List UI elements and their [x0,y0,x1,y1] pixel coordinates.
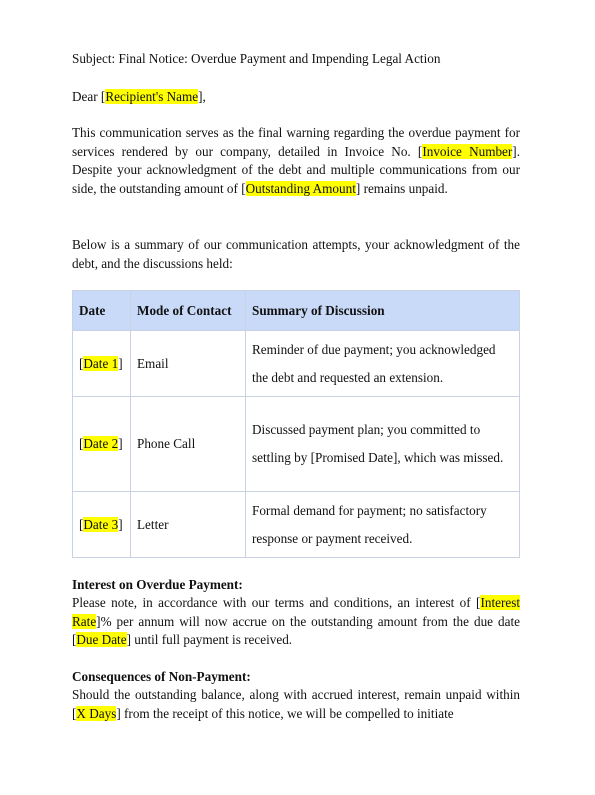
due-date-placeholder: Due Date [76,632,127,647]
interest-paragraph [72,594,520,650]
mode-cell: Letter [131,492,246,558]
table-header-row [73,291,520,331]
outstanding-amount-placeholder: Outstanding Amount [245,180,356,196]
date-placeholder: Date 3 [83,516,119,532]
greeting-suffix: ], [198,89,206,104]
summary-cell: Reminder of due payment; you acknowledged the debt and requested an extension. [246,331,520,397]
greeting [72,88,520,107]
table-row [73,331,520,397]
date-cell: [Date 3] [73,492,131,558]
interest-text-1: Please note, in accordance with our terms and conditions, an interest of [ [72,595,481,610]
table-row [73,397,520,492]
intro-text-3: ] remains unpaid. [355,180,448,196]
header-summary: Summary of Discussion [246,291,520,331]
interest-heading: Interest on Overdue Payment: [72,577,243,592]
greeting-prefix: Dear [ [72,89,106,104]
intro-text-2: ]. Despite your acknowledgment of the debt and multiple communications from our side, the outstanding amount of [ [72,143,520,196]
mode-cell: Phone Call [131,397,246,492]
summary-cell: Formal demand for payment; no satisfactory response or payment received. [246,492,520,558]
interest-text-2: ]% per annum will now accrue on the outstanding amount from the due date [ [72,613,520,647]
date-placeholder: Date 1 [83,355,119,371]
interest-rate-placeholder: Interest Rate [72,595,520,629]
date-placeholder: Date 2 [83,436,119,451]
recipient-name-placeholder: Recipient's Name [105,89,199,104]
subject-line: Subject: Final Notice: Overdue Payment and Impending Legal Action [72,51,441,66]
mode-cell: Email [131,331,246,397]
invoice-number-placeholder: Invoice Number [422,143,513,159]
header-date: Date [73,291,131,331]
consequences-heading: Consequences of Non-Payment: [72,669,251,684]
x-days-placeholder: X Days [76,705,117,721]
intro-paragraph [72,124,520,198]
consequences-text-1: Should the outstanding balance, along with accrued interest, remain unpaid within [ [72,687,520,721]
communication-table [72,290,520,558]
consequences-text-2: ] from the receipt of this notice, we will be compelled to initiate [116,705,454,721]
table-row [73,492,520,558]
header-mode: Mode of Contact [131,291,246,331]
date-cell: [Date 2] [73,397,131,492]
consequences-paragraph [72,686,520,723]
summary-intro: Below is a summary of our communication attempts, your acknowledgment of the debt, and the discussions held: [72,237,520,271]
summary-cell: Discussed payment plan; you committed to settling by [Promised Date], which was missed. [246,397,520,492]
intro-text-1: This communication serves as the final warning regarding the overdue payment for services rendered by our company, detailed in Invoice No. [ [72,125,520,159]
date-cell: [Date 1] [73,331,131,397]
interest-text-3: ] until full payment is received. [126,632,293,647]
